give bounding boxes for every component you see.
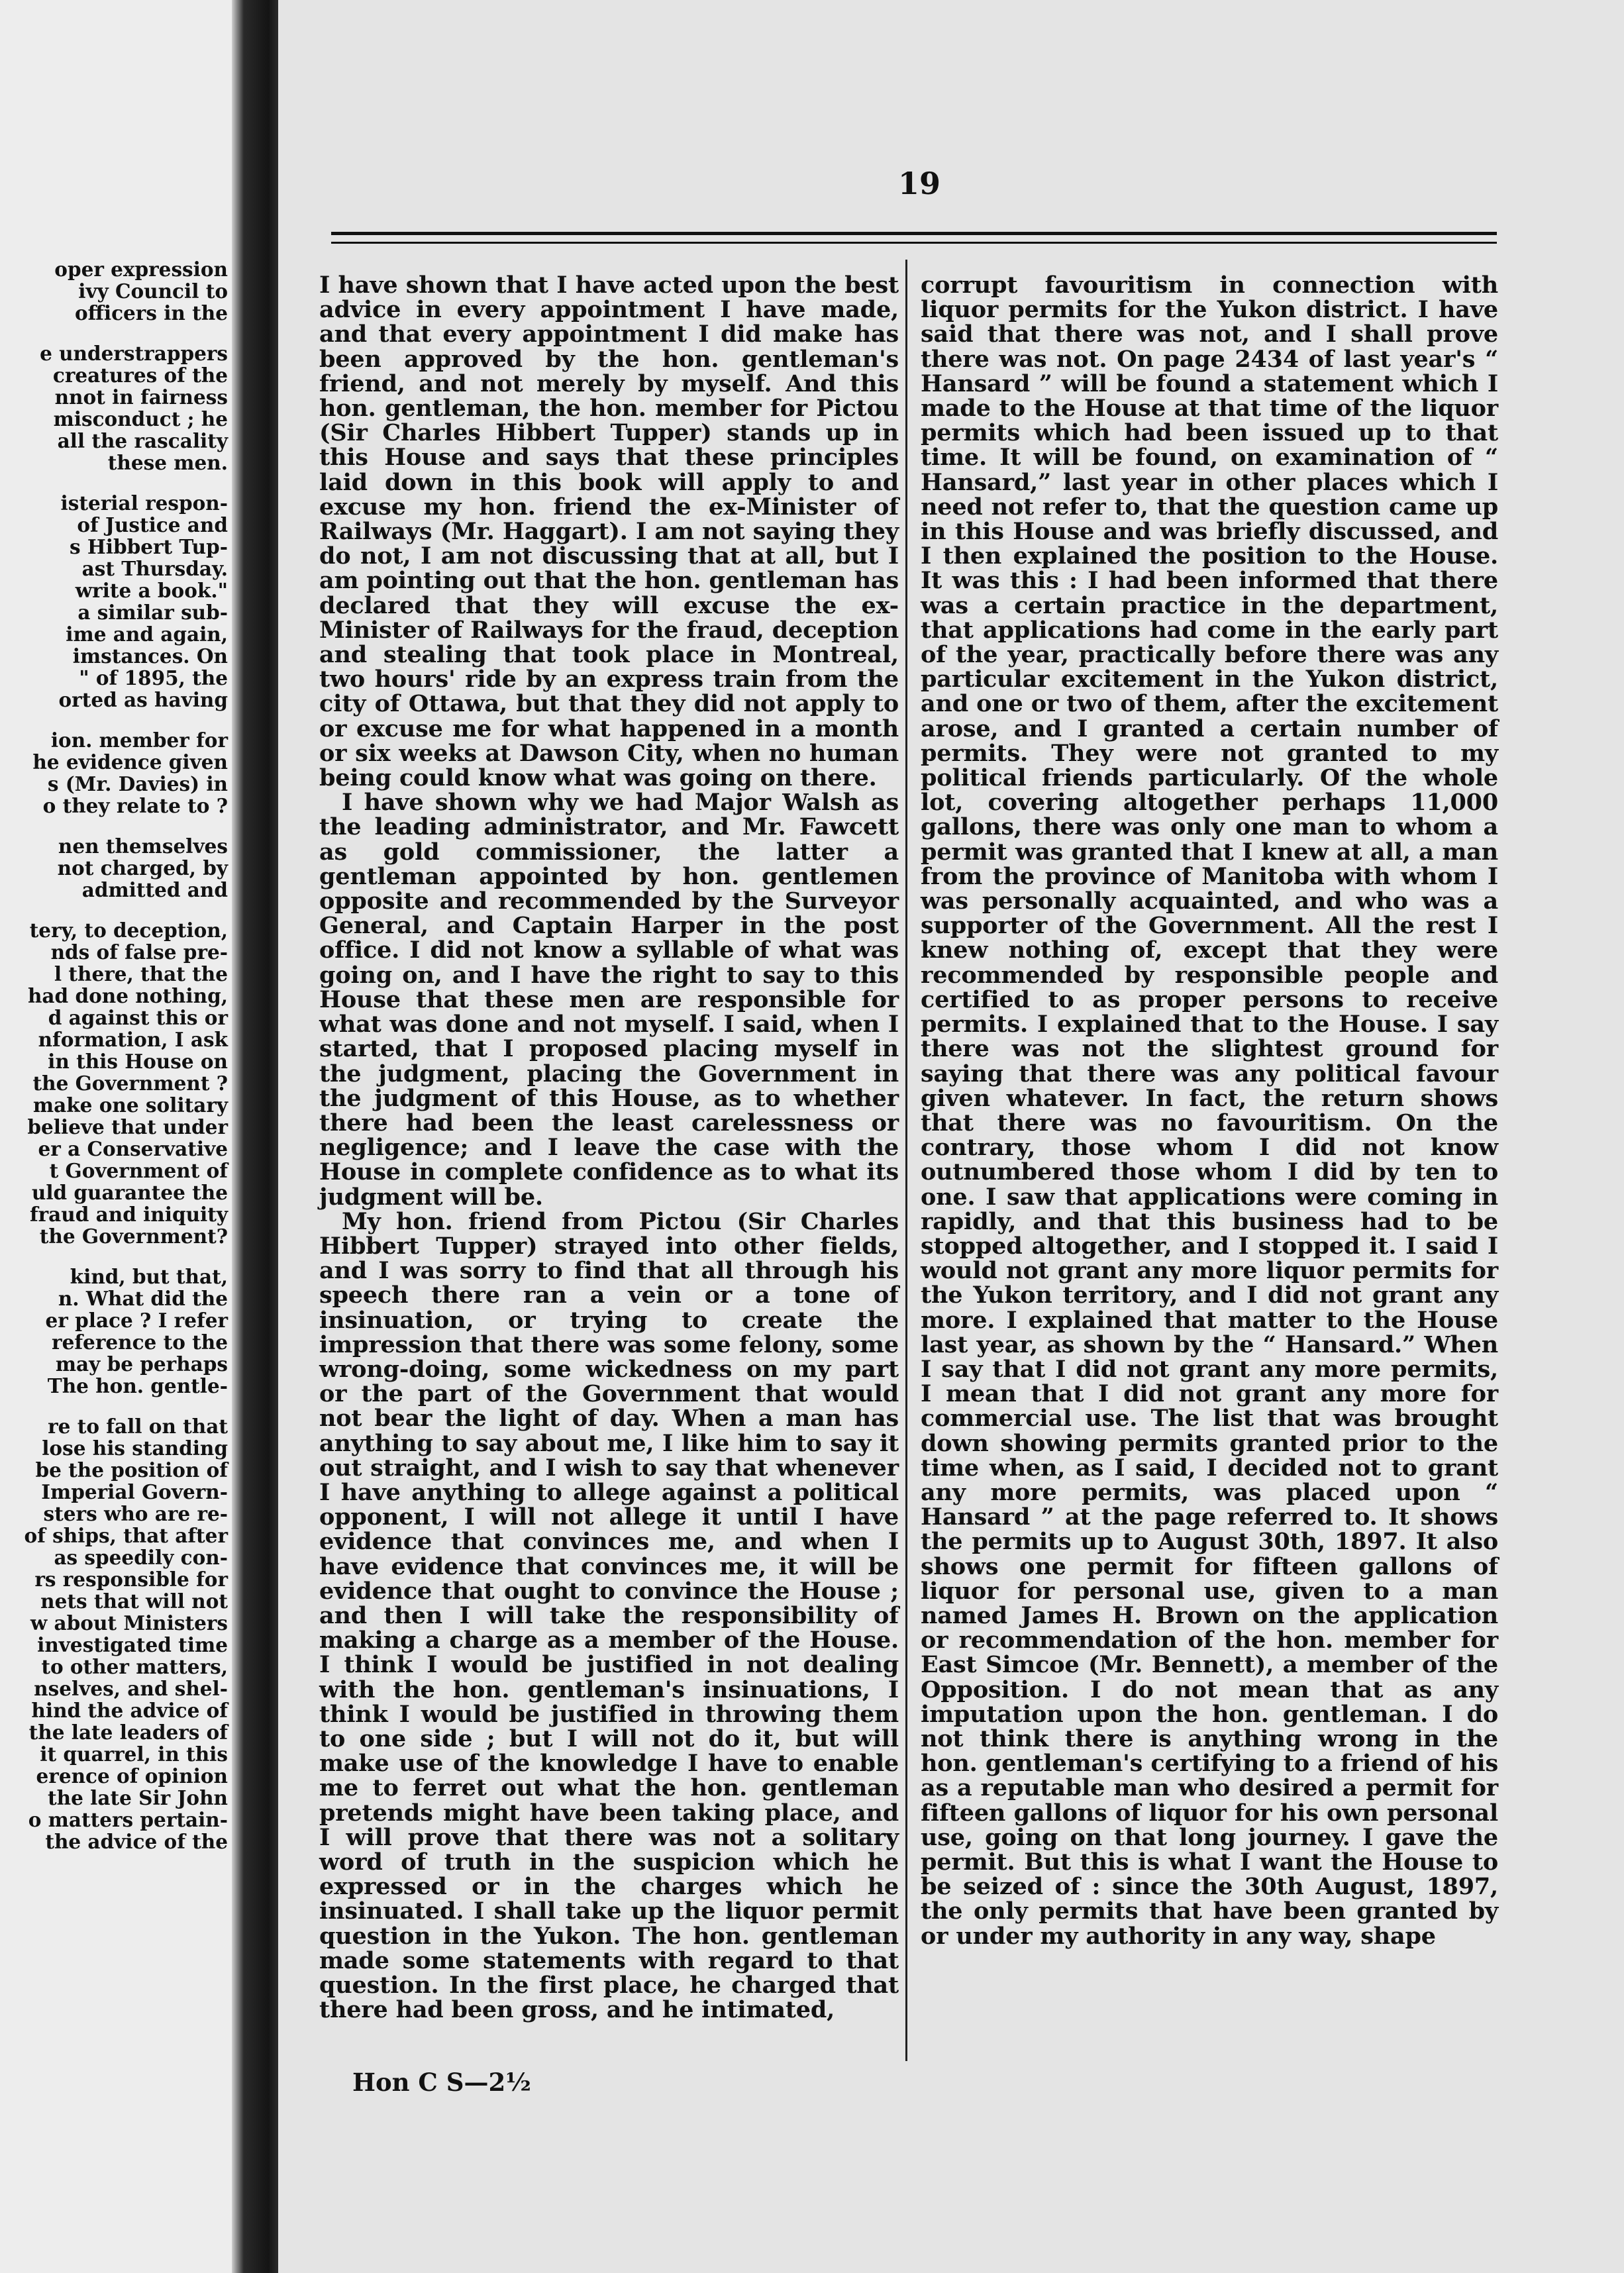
- facing-page-line: e understrappers: [40, 342, 228, 365]
- page-number: 19: [898, 166, 941, 201]
- facing-page-line: The hon. gentle-: [47, 1374, 228, 1397]
- facing-page-line: d against this or: [48, 1006, 228, 1029]
- facing-page-line: to other matters,: [41, 1655, 228, 1678]
- facing-page-line: the Government?: [39, 1225, 228, 1248]
- facing-page-line: sters who are re-: [43, 1502, 228, 1525]
- facing-page-line: Imperial Govern-: [41, 1480, 228, 1503]
- column-divider: [905, 260, 907, 2061]
- facing-page-line: [0, 711, 228, 729]
- facing-page-line: rs responsible for: [34, 1568, 228, 1591]
- paragraph: I have shown that I have acted upon the best advice in every appointment I have made, and that every appointment I did make has been approved by the hon. gentleman's friend, and not merely by myself. And this hon. gentleman, the hon. member for Pictou (Sir Charles Hibbert Tupper) stands up in this House and says that these principles laid down in this book will apply to and excuse my hon. friend the ex-Minister of Railways (Mr. Haggart). I am not saying they do not, I am not discussing that at all, but I am pointing out that the hon. gentleman has declared that they will excuse the ex-Minister of Railways for the fraud, deception and stealing that took place in Montreal, two hours' ride by an express train from the city of Ottawa, but that they did not apply to or excuse me for what happened in a month or six weeks at Dawson City, when no human being could know what was going on there.: [319, 272, 899, 792]
- facing-page-line: [0, 901, 228, 919]
- facing-page-line: had done nothing,: [27, 984, 228, 1007]
- facing-page-line: ime and again,: [66, 623, 228, 646]
- facing-page-line: investigated time: [37, 1633, 228, 1656]
- facing-page-line: nformation, I ask: [38, 1028, 228, 1051]
- facing-page-line: write a book.": [75, 579, 228, 602]
- facing-page-line: of Justice and: [77, 513, 228, 536]
- signature-mark: Hon C S—2½: [352, 2068, 531, 2097]
- facing-page-line: n. What did the: [58, 1287, 228, 1310]
- facing-page-line: ast Thursday.: [81, 557, 228, 580]
- facing-page-line: isterial respon-: [60, 491, 228, 515]
- facing-page-line: nets that will not: [40, 1590, 228, 1613]
- facing-page-line: creatures of the: [52, 364, 228, 387]
- facing-page-line: tery, to deception,: [29, 919, 228, 942]
- facing-page-line: orted as having: [58, 688, 228, 711]
- facing-page-line: re to fall on that: [48, 1415, 228, 1438]
- facing-page-line: s (Mr. Davies) in: [47, 772, 228, 795]
- facing-page-line: fraud and iniquity: [29, 1203, 228, 1226]
- facing-page-line: erence of opinion: [36, 1764, 228, 1788]
- facing-page-fragment: [0, 0, 232, 2273]
- paragraph: My hon. friend from Pictou (Sir Charles Hibbert Tupper) strayed into other fields, and I was sorry to find that all through his speech there ran a vein or a tone of insinuation, or trying to create the impression that there was some felony, some wrong-doing, some wickedness on my part or the part of the Government that would not bear the light of day. When a man has anything to say about me, I like him to say it out straight, and I wish to say that whenever I have anything to allege against a political opponent, I will not allege it until I have evidence that convinces me, and when I have evidence that convinces me, it will be evidence that ought to convince the House ; and then I will take the responsibility of making a charge as a member of the House. I think I would be justified in not dealing with the hon. gentleman's insinuations, I think I would be justified in throwing them to one side ; but I will not do it, but will make use of the knowledge I have to enable me to ferret out what the hon. gentleman pretends might have been taking place, and I will prove that there was not a solitary word of truth in the suspicion which he expressed or in the charges which he insinuated. I shall take up the liquor permit question in the Yukon. The hon. gentleman made some statements with regard to that question. In the first place, he charged that there had been gross, and he intimated,: [319, 1207, 899, 2024]
- facing-page-line: o matters pertain-: [28, 1808, 228, 1831]
- facing-page-line: nselves, and shel-: [34, 1677, 228, 1700]
- facing-page-line: these men.: [107, 451, 228, 474]
- facing-page-line: of ships, that after: [24, 1524, 228, 1547]
- facing-page-line: officers in the: [74, 301, 228, 325]
- facing-page-line: [0, 817, 228, 835]
- facing-page-line: believe that under: [27, 1115, 228, 1138]
- facing-page-line: uld guarantee the: [31, 1181, 228, 1204]
- facing-page-line: be the position of: [35, 1458, 228, 1482]
- text-column-right: [921, 273, 1498, 1948]
- facing-page-line: in this House on: [48, 1050, 228, 1073]
- facing-page-line: ion. member for: [50, 729, 228, 752]
- text-column-left: [319, 273, 899, 2022]
- header-rule: [331, 232, 1497, 244]
- facing-page-line: may be perhaps: [55, 1352, 228, 1376]
- facing-page-line: the late leaders of: [28, 1721, 228, 1744]
- facing-page-line: [0, 324, 228, 342]
- facing-page-text: [0, 258, 228, 1852]
- facing-page-line: not charged, by: [57, 856, 228, 880]
- facing-page-line: it quarrel, in this: [40, 1743, 228, 1766]
- facing-page-line: [0, 474, 228, 492]
- facing-page-line: t Government of: [49, 1159, 228, 1182]
- paragraph: I have shown why we had Major Walsh as the leading administrator, and Mr. Fawcett as gold commissioner, the latter a gentleman appointed by hon. gentlemen opposite and recommended by the Surveyor General, and Captain Harper in the post office. I did not know a syllable of what was going on, and I have the right to say to this House that these men are responsible for what was done and not myself. I said, when I started, that I proposed placing myself in the judgment, placing the Government in the judgment of this House, as to whether there had been the least carelessness or negligence; and I leave the case with the House in complete confidence as to what its judgment will be.: [319, 789, 899, 1211]
- facing-page-line: imstances. On: [72, 644, 228, 668]
- facing-page-line: kind, but that,: [70, 1265, 228, 1288]
- facing-page-line: all the rascality: [57, 429, 228, 452]
- facing-page-line: misconduct ; he: [53, 407, 228, 430]
- facing-page-line: ivy Council to: [78, 279, 228, 303]
- facing-page-line: the advice of the: [45, 1830, 228, 1853]
- facing-page-line: er place ? I refer: [45, 1309, 228, 1332]
- facing-page-line: s Hibbert Tup-: [70, 535, 228, 558]
- facing-page-line: w about Ministers: [30, 1611, 228, 1635]
- facing-page-line: the late Sir John: [48, 1786, 228, 1809]
- paragraph: corrupt favouritism in connection with liquor permits for the Yukon district. I have said that there was not, and I shall prove there was not. On page 2434 of last year's “ Hansard ” will be found a statement which I made to the House at that time of the liquor permits which had been issued up to that time. It will be found, on examination of “ Hansard,” last year in other places which I need not refer to, that the question came up in this House and was briefly discussed, and I then explained the position to the House. It was this : I had been informed that there was a certain practice in the department, that applications had come in the early part of the year, practically before there was any particular excitement in the Yukon district, and one or two of them, after the excitement arose, and I granted a certain number of permits. They were not granted to my political friends particularly. Of the whole lot, covering altogether perhaps 11,000 gallons, there was only one man to whom a permit was granted that I knew at all, a man from the province of Manitoba with whom I was personally acquainted, and who was a supporter of the Government. All the rest I knew nothing of, except that they were recommended by responsible people and certified to as proper persons to receive permits. I explained that to the House. I say there was not the slightest ground for saying that there was any political favour given whatever. In fact, the return shows that there was no favouritism. On the contrary, those whom I did not know outnumbered those whom I did by ten to one. I saw that applications were coming in rapidly, and that this business had to be stopped altogether, and I stopped it. I said I would not grant any more liquor permits for the Yukon territory, and I did not grant any more. I explained that matter to the House last year, as shown by the “ Hansard.” When I say that I did not grant any more permits, I mean that I did not grant any more for commercial use. The list that was brought down showing permits granted prior to the time when, as I said, I decided not to grant any more permits, was placed upon “ Hansard ” at the page referred to. It shows the permits up to August 30th, 1897. It also shows one permit for fifteen gallons of liquor for personal use, given to a man named James H. Brown on the application or recommendation of the hon. member for East Simcoe (Mr. Bennett), a member of the Opposition. I do not mean that as any imputation upon the hon. gentleman. I do not think there is anything wrong in the hon. gentleman's certifying to a friend of his as a reputable man who desired a permit for fifteen gallons of liquor for his own personal use, going on that long journey. I gave the permit. But this is what I want the House to be seized of : since the 30th August, 1897, the only permits that have been granted by or under my authority in any way, shape: [921, 272, 1498, 1950]
- facing-page-line: nnot in fairness: [54, 385, 228, 409]
- facing-page-line: o they relate to ?: [42, 794, 228, 817]
- facing-page-line: nen themselves: [58, 834, 228, 858]
- facing-page-line: nds of false pre-: [50, 940, 228, 964]
- facing-page-line: he evidence given: [32, 750, 228, 774]
- facing-page-line: lose his standing: [42, 1437, 228, 1460]
- facing-page-line: " of 1895, the: [79, 666, 228, 689]
- facing-page-line: [0, 1247, 228, 1266]
- facing-page-line: l there, that the: [54, 962, 228, 985]
- facing-page-line: reference to the: [52, 1331, 228, 1354]
- facing-page-line: admitted and: [81, 878, 228, 901]
- facing-page-line: oper expression: [54, 258, 228, 281]
- facing-page-line: hind the advice of: [31, 1699, 228, 1722]
- facing-page-line: er a Conservative: [38, 1137, 228, 1160]
- facing-page-line: the Government ?: [32, 1072, 228, 1095]
- facing-page-line: as speedily con-: [54, 1546, 228, 1569]
- facing-page-line: [0, 1397, 228, 1415]
- facing-page-line: a similar sub-: [77, 601, 228, 624]
- facing-page-line: make one solitary: [32, 1093, 228, 1117]
